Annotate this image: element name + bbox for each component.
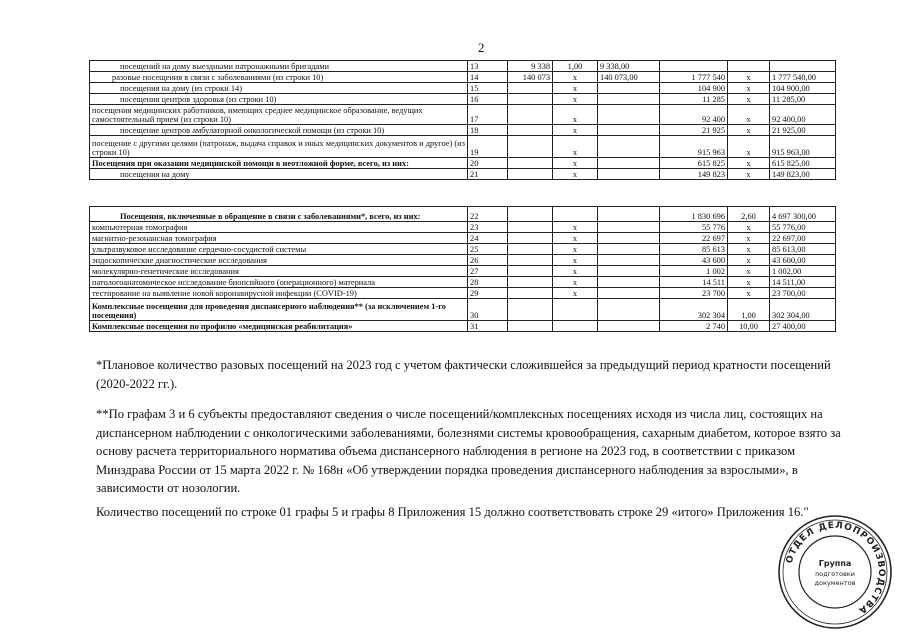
cell-col-7: x (728, 266, 770, 277)
cell-col-4 (553, 321, 598, 332)
office-stamp-seal (775, 512, 895, 632)
cell-col-4: x (553, 158, 598, 169)
cell-col-7: x (728, 94, 770, 105)
cell-col-4: x (553, 72, 598, 83)
cell-col-6: 14 511 (660, 277, 728, 288)
row-label: молекулярно-генетические исследования (90, 266, 468, 277)
cell-col-4: x (553, 222, 598, 233)
row-label: компьютерная томография (90, 222, 468, 233)
cell-col-3 (508, 233, 553, 244)
row-number: 16 (468, 94, 508, 105)
cell-col-5 (598, 288, 660, 299)
row-label: ультразвуковое исследование сердечно-сосудистой системы (90, 244, 468, 255)
cell-col-3 (508, 222, 553, 233)
visits-table-bottom (89, 206, 836, 332)
cell-col-3 (508, 105, 553, 125)
row-number: 21 (468, 169, 508, 180)
cell-col-5 (598, 136, 660, 158)
row-label: Посещения, включенные в обращение в связи с заболеваниями*, всего, из них: (90, 207, 468, 222)
cell-col-5 (598, 266, 660, 277)
cell-col-6: 104 900 (660, 83, 728, 94)
cell-col-8: 85 613,00 (770, 244, 836, 255)
table-row (90, 169, 836, 180)
table-row (90, 266, 836, 277)
cell-col-5 (598, 158, 660, 169)
cell-col-4: x (553, 105, 598, 125)
cell-col-6: 23 700 (660, 288, 728, 299)
cell-col-8: 23 700,00 (770, 288, 836, 299)
stamp-ring-text: ОТДЕЛ ДЕЛОПРОИЗВОДСТВА (784, 520, 887, 616)
cell-col-6 (660, 61, 728, 72)
row-number: 22 (468, 207, 508, 222)
cell-col-3 (508, 277, 553, 288)
table-row (90, 222, 836, 233)
cell-col-3 (508, 94, 553, 105)
cell-col-4: x (553, 125, 598, 136)
cell-col-3 (508, 244, 553, 255)
stamp-line-1: Группа (818, 559, 852, 568)
row-label: Комплексные посещения для проведения диспансерного наблюдения** (за исключением 1-го посещения) (90, 299, 468, 321)
cell-col-6: 55 776 (660, 222, 728, 233)
cell-col-4 (553, 299, 598, 321)
row-number: 19 (468, 136, 508, 158)
cell-col-6: 85 613 (660, 244, 728, 255)
cell-col-6: 21 925 (660, 125, 728, 136)
row-label: посещения центров здоровья (из строки 10) (90, 94, 468, 105)
cell-col-7: x (728, 105, 770, 125)
row-label: посещение с другими целями (патронаж, выдача справок и иных медицинских документов и другое) (из строки 10) (90, 136, 468, 158)
cell-col-6: 149 823 (660, 169, 728, 180)
row-number: 14 (468, 72, 508, 83)
cell-col-6: 1 830 696 (660, 207, 728, 222)
cell-col-6: 915 963 (660, 136, 728, 158)
cell-col-7: x (728, 125, 770, 136)
page-number: 2 (478, 40, 485, 55)
cell-col-5 (598, 94, 660, 105)
cell-col-7: x (728, 222, 770, 233)
note-visit-count-match: Количество посещений по строке 01 графы 5 и графы 8 Приложения 15 должно соответствовать строке 29 «итого» Приложения 16." (96, 505, 809, 519)
cell-col-6: 11 285 (660, 94, 728, 105)
row-number: 23 (468, 222, 508, 233)
cell-col-8: 615 825,00 (770, 158, 836, 169)
table-row (90, 277, 836, 288)
cell-col-8: 915 963,00 (770, 136, 836, 158)
cell-col-3 (508, 158, 553, 169)
cell-col-8 (770, 61, 836, 72)
cell-col-5 (598, 169, 660, 180)
cell-col-6: 1 777 540 (660, 72, 728, 83)
cell-col-6: 43 600 (660, 255, 728, 266)
cell-col-5 (598, 222, 660, 233)
row-label: Комплексные посещения по профилю «медицинская реабилитация» (90, 321, 468, 332)
footnote-columns-3-6: **По графам 3 и 6 субъекты предоставляют сведения о числе посещений/комплексных посещениях исходя из числа лиц, состоящих на диспансерном наблюдении с онкологическими заболеваниями, болезнями системы кровообращения, сахарным диабетом, которое взято за основу расчета территориального норматива объема диспансерного наблюдения в регионе на 2023 год, в соответствии с приказом Минздрава России от 15 марта 2022 г. № 168н «Об утверждении порядка проведения диспансерного наблюдения за взрослыми», в зависимости от нозологии. (96, 407, 841, 495)
table-row (90, 255, 836, 266)
cell-col-3 (508, 266, 553, 277)
cell-col-8: 11 285,00 (770, 94, 836, 105)
cell-col-3 (508, 299, 553, 321)
cell-col-7: x (728, 255, 770, 266)
cell-col-8: 149 823,00 (770, 169, 836, 180)
cell-col-8: 1 777 540,00 (770, 72, 836, 83)
row-label: Посещения при оказании медицинской помощи в неотложной форме, всего, из них: (90, 158, 468, 169)
cell-col-4: x (553, 94, 598, 105)
stamp-line-2: подготовки (815, 570, 855, 578)
cell-col-3 (508, 136, 553, 158)
cell-col-6: 615 825 (660, 158, 728, 169)
cell-col-5 (598, 255, 660, 266)
table-row (90, 158, 836, 169)
table-row (90, 136, 836, 158)
cell-col-4: x (553, 136, 598, 158)
cell-col-7: x (728, 244, 770, 255)
cell-col-5 (598, 207, 660, 222)
cell-col-3: 140 073 (508, 72, 553, 83)
table-row (90, 125, 836, 136)
table-row (90, 244, 836, 255)
cell-col-8: 302 304,00 (770, 299, 836, 321)
cell-col-4: x (553, 244, 598, 255)
footnote-planned-visits: *Плановое количество разовых посещений на 2023 год с учетом фактически сложившейся за предыдущий период кратности посещений (2020-2022 гг.). (96, 358, 831, 391)
cell-col-7: x (728, 83, 770, 94)
cell-col-7 (728, 61, 770, 72)
cell-col-7: 1,00 (728, 299, 770, 321)
cell-col-6: 2 740 (660, 321, 728, 332)
row-number: 24 (468, 233, 508, 244)
table-row (90, 288, 836, 299)
row-label: эндоскопические диагностические исследования (90, 255, 468, 266)
row-number: 18 (468, 125, 508, 136)
cell-col-8: 22 697,00 (770, 233, 836, 244)
row-number: 25 (468, 244, 508, 255)
table-row (90, 61, 836, 72)
cell-col-3 (508, 288, 553, 299)
cell-col-7: x (728, 288, 770, 299)
cell-col-8: 14 511,00 (770, 277, 836, 288)
table-row (90, 207, 836, 222)
cell-col-5 (598, 105, 660, 125)
cell-col-5: 140 073,00 (598, 72, 660, 83)
cell-col-4: x (553, 233, 598, 244)
cell-col-5 (598, 321, 660, 332)
cell-col-3 (508, 169, 553, 180)
row-label: посещений на дому выездными патронажными бригадами (90, 61, 468, 72)
cell-col-5 (598, 244, 660, 255)
cell-col-8: 4 697 300,00 (770, 207, 836, 222)
cell-col-3 (508, 255, 553, 266)
cell-col-3: 9 338 (508, 61, 553, 72)
cell-col-7: x (728, 136, 770, 158)
cell-col-5: 9 338,00 (598, 61, 660, 72)
cell-col-7: x (728, 158, 770, 169)
cell-col-5 (598, 299, 660, 321)
cell-col-7: x (728, 277, 770, 288)
cell-col-8: 43 600,00 (770, 255, 836, 266)
cell-col-7: x (728, 169, 770, 180)
cell-col-8: 27 400,00 (770, 321, 836, 332)
table-row (90, 105, 836, 125)
row-label: тестирование на выявление новой коронавирусной инфекции (COVID-19) (90, 288, 468, 299)
cell-col-5 (598, 125, 660, 136)
cell-col-6: 302 304 (660, 299, 728, 321)
cell-col-4: x (553, 83, 598, 94)
row-number: 27 (468, 266, 508, 277)
cell-col-8: 21 925,00 (770, 125, 836, 136)
cell-col-4: x (553, 169, 598, 180)
row-label: магнитно-резонансная томография (90, 233, 468, 244)
row-label: посещения медицинских работников, имеющих среднее медицинское образование, ведущих самостоятельный прием (из строки 10) (90, 105, 468, 125)
cell-col-4: x (553, 266, 598, 277)
row-number: 31 (468, 321, 508, 332)
table-row (90, 299, 836, 321)
visits-table-top (89, 60, 836, 180)
cell-col-6: 92 400 (660, 105, 728, 125)
cell-col-4: x (553, 255, 598, 266)
cell-col-7: 2,60 (728, 207, 770, 222)
cell-col-7: 10,00 (728, 321, 770, 332)
row-number: 26 (468, 255, 508, 266)
row-number: 15 (468, 83, 508, 94)
cell-col-4: x (553, 277, 598, 288)
row-number: 30 (468, 299, 508, 321)
row-number: 28 (468, 277, 508, 288)
table-row (90, 321, 836, 332)
row-label: разовые посещения в связи с заболеваниями (из строки 10) (90, 72, 468, 83)
stamp-line-3: документов (814, 579, 856, 587)
cell-col-5 (598, 83, 660, 94)
table-row (90, 72, 836, 83)
cell-col-7: x (728, 72, 770, 83)
cell-col-3 (508, 207, 553, 222)
cell-col-8: 55 776,00 (770, 222, 836, 233)
row-label: посещение центров амбулаторной онкологической помощи (из строки 10) (90, 125, 468, 136)
cell-col-3 (508, 125, 553, 136)
row-number: 13 (468, 61, 508, 72)
cell-col-4: 1,00 (553, 61, 598, 72)
cell-col-6: 1 002 (660, 266, 728, 277)
table-row (90, 94, 836, 105)
row-number: 20 (468, 158, 508, 169)
cell-col-5 (598, 277, 660, 288)
cell-col-8: 104 900,00 (770, 83, 836, 94)
table-row (90, 83, 836, 94)
cell-col-3 (508, 321, 553, 332)
row-number: 17 (468, 105, 508, 125)
cell-col-3 (508, 83, 553, 94)
row-number: 29 (468, 288, 508, 299)
cell-col-7: x (728, 233, 770, 244)
cell-col-6: 22 697 (660, 233, 728, 244)
row-label: посещения на дому (из строки 14) (90, 83, 468, 94)
cell-col-4 (553, 207, 598, 222)
row-label: посещения на дому (90, 169, 468, 180)
table-row (90, 233, 836, 244)
cell-col-8: 92 400,00 (770, 105, 836, 125)
cell-col-8: 1 002,00 (770, 266, 836, 277)
cell-col-4: x (553, 288, 598, 299)
row-label: патологоанатомическое исследование биопсийного (операционного) материала (90, 277, 468, 288)
cell-col-5 (598, 233, 660, 244)
